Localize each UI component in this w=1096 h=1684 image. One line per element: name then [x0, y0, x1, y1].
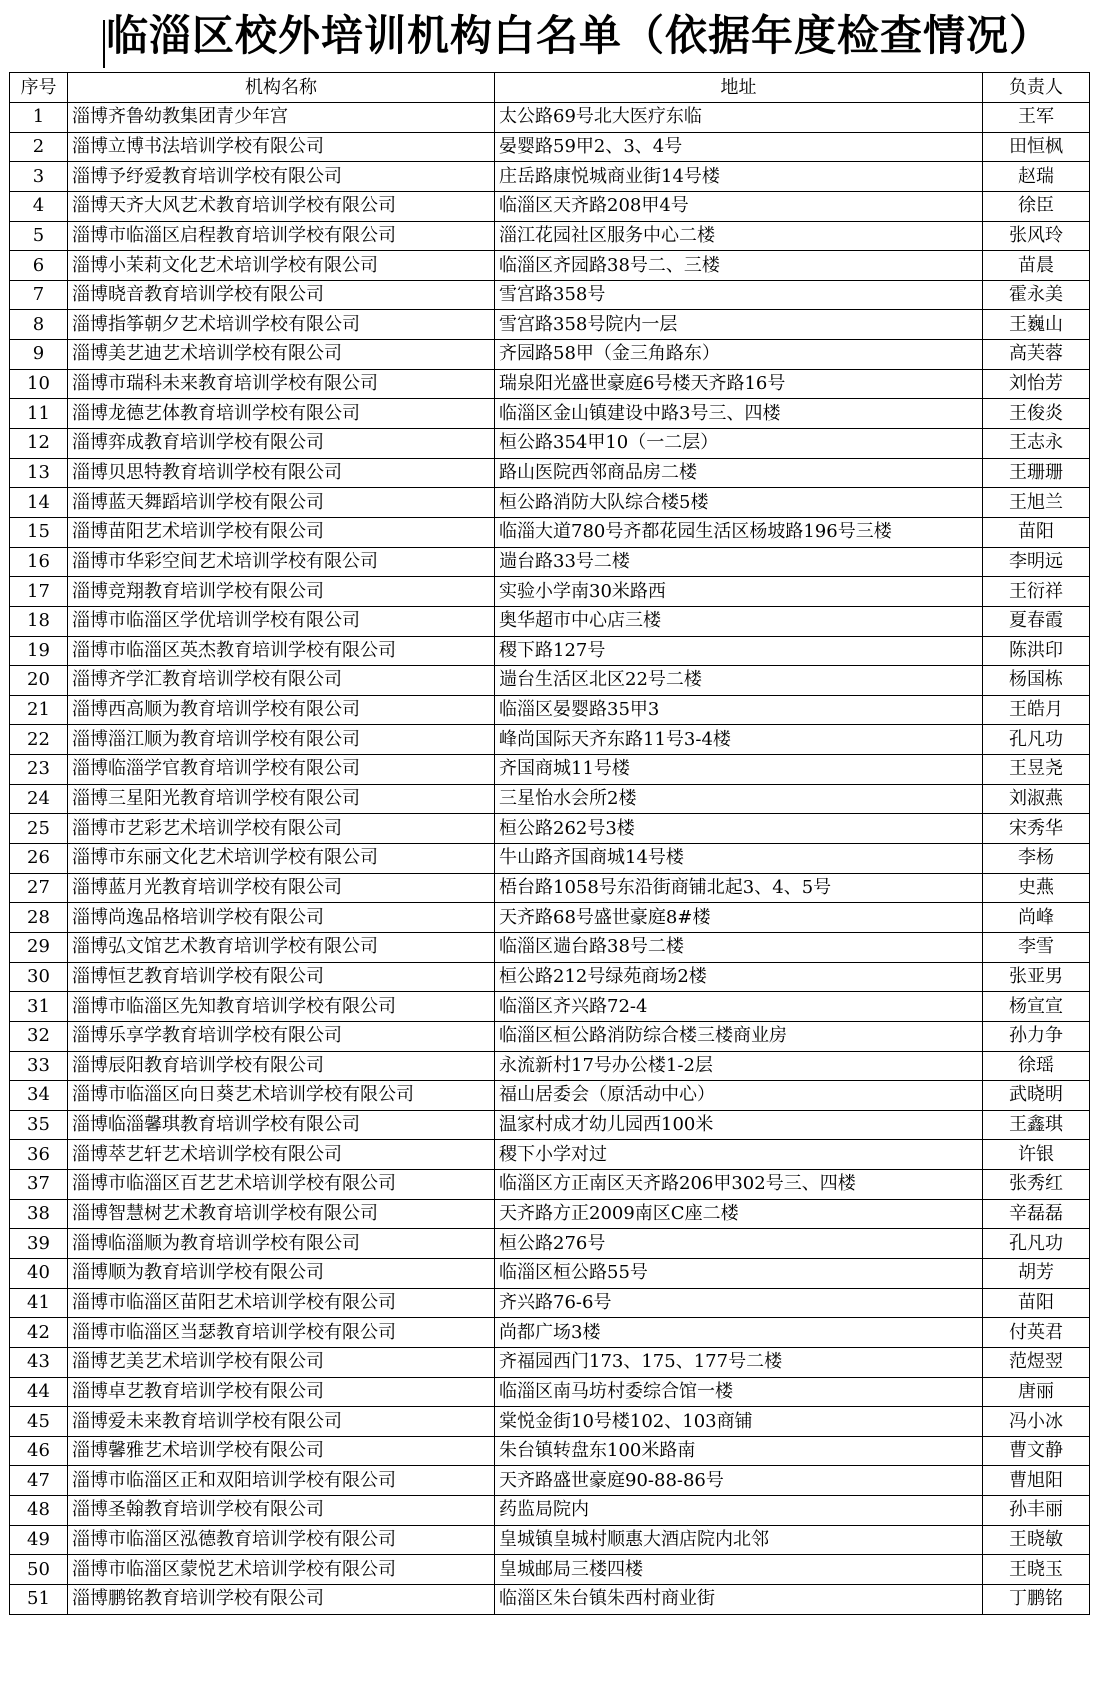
address: 雪宫路358号: [495, 280, 983, 310]
person-in-charge: 王皓月: [983, 695, 1090, 725]
person-in-charge: 冯小冰: [983, 1407, 1090, 1437]
row-number: 29: [10, 932, 68, 962]
person-in-charge: 孔凡功: [983, 1229, 1090, 1259]
table-row: [10, 1051, 1090, 1081]
table-row: [10, 517, 1090, 547]
person-in-charge: 李明远: [983, 547, 1090, 577]
institution-name: 淄博卓艺教育培训学校有限公司: [68, 1377, 495, 1407]
row-number: 7: [10, 280, 68, 310]
address: 三星怡水会所2楼: [495, 784, 983, 814]
institution-name: 淄博天齐大风艺术教育培训学校有限公司: [68, 191, 495, 221]
row-number: 25: [10, 814, 68, 844]
row-number: 50: [10, 1555, 68, 1585]
address: 临淄区方正南区天齐路206甲302号三、四楼: [495, 1170, 983, 1200]
person-in-charge: 霍永美: [983, 280, 1090, 310]
address: 棠悦金街10号楼102、103商铺: [495, 1407, 983, 1437]
person-in-charge: 孙力争: [983, 1021, 1090, 1051]
person-in-charge: 孙丰丽: [983, 1496, 1090, 1526]
row-number: 20: [10, 666, 68, 696]
row-number: 26: [10, 844, 68, 874]
row-number: 33: [10, 1051, 68, 1081]
row-number: 24: [10, 784, 68, 814]
table-row: [10, 932, 1090, 962]
address: 临淄区晏婴路35甲3: [495, 695, 983, 725]
row-number: 22: [10, 725, 68, 755]
table-row: [10, 1347, 1090, 1377]
row-number: 41: [10, 1288, 68, 1318]
institution-name: 淄博贝思特教育培训学校有限公司: [68, 458, 495, 488]
person-in-charge: 尚峰: [983, 903, 1090, 933]
row-number: 3: [10, 162, 68, 192]
address: 天齐路方正2009南区C座二楼: [495, 1199, 983, 1229]
institution-name: 淄博馨雅艺术培训学校有限公司: [68, 1436, 495, 1466]
person-in-charge: 苗阳: [983, 1288, 1090, 1318]
address: 稷下小学对过: [495, 1140, 983, 1170]
row-number: 28: [10, 903, 68, 933]
row-number: 48: [10, 1496, 68, 1526]
person-in-charge: 赵瑞: [983, 162, 1090, 192]
institution-name: 淄博临淄馨琪教育培训学校有限公司: [68, 1110, 495, 1140]
institution-name: 淄博市临淄区泓德教育培训学校有限公司: [68, 1525, 495, 1555]
institution-name: 淄博市临淄区当瑟教育培训学校有限公司: [68, 1318, 495, 1348]
address: 瑞泉阳光盛世豪庭6号楼天齐路16号: [495, 369, 983, 399]
institution-name: 淄博西高顺为教育培训学校有限公司: [68, 695, 495, 725]
institution-name: 淄博市临淄区学优培训学校有限公司: [68, 606, 495, 636]
institution-name: 淄博龙德艺体教育培训学校有限公司: [68, 399, 495, 429]
table-row: [10, 992, 1090, 1022]
person-in-charge: 高芙蓉: [983, 340, 1090, 370]
table-row: [10, 1466, 1090, 1496]
table-row: [10, 547, 1090, 577]
table-row: [10, 755, 1090, 785]
person-in-charge: 夏春霞: [983, 606, 1090, 636]
institution-name: 淄博艺美艺术培训学校有限公司: [68, 1347, 495, 1377]
table-row: [10, 695, 1090, 725]
table-row: [10, 369, 1090, 399]
institution-name: 淄博指筝朝夕艺术培训学校有限公司: [68, 310, 495, 340]
person-in-charge: 王晓敏: [983, 1525, 1090, 1555]
table-body: [10, 103, 1090, 1615]
address: 桓公路276号: [495, 1229, 983, 1259]
address: 路山医院西邻商品房二楼: [495, 458, 983, 488]
person-in-charge: 杨国栋: [983, 666, 1090, 696]
row-number: 23: [10, 755, 68, 785]
table-row: [10, 1288, 1090, 1318]
row-number: 51: [10, 1585, 68, 1615]
row-number: 11: [10, 399, 68, 429]
table-row: [10, 962, 1090, 992]
address: 晏婴路59甲2、3、4号: [495, 132, 983, 162]
table-row: [10, 577, 1090, 607]
address: 遄台生活区北区22号二楼: [495, 666, 983, 696]
row-number: 30: [10, 962, 68, 992]
address: 齐园路58甲（金三角路东）: [495, 340, 983, 370]
row-number: 32: [10, 1021, 68, 1051]
address: 临淄区南马坊村委综合馆一楼: [495, 1377, 983, 1407]
address: 庄岳路康悦城商业街14号楼: [495, 162, 983, 192]
address: 朱台镇转盘东100米路南: [495, 1436, 983, 1466]
table-row: [10, 458, 1090, 488]
table-row: [10, 844, 1090, 874]
institution-name: 淄博临淄学官教育培训学校有限公司: [68, 755, 495, 785]
table-row: [10, 1436, 1090, 1466]
address: 福山居委会（原活动中心）: [495, 1081, 983, 1111]
person-in-charge: 王旭兰: [983, 488, 1090, 518]
address: 临淄大道780号齐都花园生活区杨坡路196号三楼: [495, 517, 983, 547]
person-in-charge: 武晓明: [983, 1081, 1090, 1111]
address: 临淄区天齐路208甲4号: [495, 191, 983, 221]
institution-name: 淄博竞翔教育培训学校有限公司: [68, 577, 495, 607]
page-title: 临淄区校外培训机构白名单（依据年度检查情况）: [106, 11, 1053, 60]
row-number: 8: [10, 310, 68, 340]
person-in-charge: 张亚男: [983, 962, 1090, 992]
row-number: 18: [10, 606, 68, 636]
table-row: [10, 1585, 1090, 1615]
row-number: 10: [10, 369, 68, 399]
row-number: 4: [10, 191, 68, 221]
table-row: [10, 191, 1090, 221]
header-num: 序号: [10, 73, 68, 103]
row-number: 6: [10, 251, 68, 281]
row-number: 44: [10, 1377, 68, 1407]
institution-name: 淄博小茉莉文化艺术培训学校有限公司: [68, 251, 495, 281]
table-row: [10, 1110, 1090, 1140]
person-in-charge: 刘淑燕: [983, 784, 1090, 814]
institution-name: 淄博三星阳光教育培训学校有限公司: [68, 784, 495, 814]
institution-name: 淄博市瑞科未来教育培训学校有限公司: [68, 369, 495, 399]
person-in-charge: 王巍山: [983, 310, 1090, 340]
row-number: 35: [10, 1110, 68, 1140]
person-in-charge: 曹文静: [983, 1436, 1090, 1466]
person-in-charge: 孔凡功: [983, 725, 1090, 755]
table-row: [10, 1021, 1090, 1051]
table-row: [10, 280, 1090, 310]
address: 温家村成才幼儿园西100米: [495, 1110, 983, 1140]
table-row: [10, 1525, 1090, 1555]
institution-name: 淄博鹏铭教育培训学校有限公司: [68, 1585, 495, 1615]
row-number: 16: [10, 547, 68, 577]
address: 齐福园西门173、175、177号二楼: [495, 1347, 983, 1377]
person-in-charge: 付英君: [983, 1318, 1090, 1348]
table-row: [10, 1318, 1090, 1348]
table-row: [10, 429, 1090, 459]
row-number: 13: [10, 458, 68, 488]
table-row: [10, 1407, 1090, 1437]
person-in-charge: 田恒枫: [983, 132, 1090, 162]
person-in-charge: 王志永: [983, 429, 1090, 459]
row-number: 49: [10, 1525, 68, 1555]
table-row: [10, 606, 1090, 636]
address: 实验小学南30米路西: [495, 577, 983, 607]
address: 桓公路消防大队综合楼5楼: [495, 488, 983, 518]
row-number: 47: [10, 1466, 68, 1496]
address: 齐兴路76-6号: [495, 1288, 983, 1318]
address: 临淄区金山镇建设中路3号三、四楼: [495, 399, 983, 429]
institution-name: 淄博苗阳艺术培训学校有限公司: [68, 517, 495, 547]
person-in-charge: 王昱尧: [983, 755, 1090, 785]
person-in-charge: 苗晨: [983, 251, 1090, 281]
institution-name: 淄博萃艺轩艺术培训学校有限公司: [68, 1140, 495, 1170]
address: 峰尚国际天齐东路11号3-4楼: [495, 725, 983, 755]
institution-table: [9, 72, 1090, 1615]
institution-name: 淄博蓝月光教育培训学校有限公司: [68, 873, 495, 903]
title-area: [0, 0, 1096, 72]
address: 皇城邮局三楼四楼: [495, 1555, 983, 1585]
header-address: 地址: [495, 73, 983, 103]
address: 临淄区齐园路38号二、三楼: [495, 251, 983, 281]
table-header-row: [10, 73, 1090, 103]
institution-name: 淄博美艺迪艺术培训学校有限公司: [68, 340, 495, 370]
table-row: [10, 666, 1090, 696]
table-row: [10, 1140, 1090, 1170]
row-number: 15: [10, 517, 68, 547]
row-number: 31: [10, 992, 68, 1022]
address: 遄台路33号二楼: [495, 547, 983, 577]
row-number: 19: [10, 636, 68, 666]
table-row: [10, 1199, 1090, 1229]
row-number: 17: [10, 577, 68, 607]
row-number: 46: [10, 1436, 68, 1466]
institution-name: 淄博圣翰教育培训学校有限公司: [68, 1496, 495, 1526]
address: 桓公路262号3楼: [495, 814, 983, 844]
address: 皇城镇皇城村顺惠大酒店院内北邻: [495, 1525, 983, 1555]
address: 桓公路212号绿苑商场2楼: [495, 962, 983, 992]
address: 奥华超市中心店三楼: [495, 606, 983, 636]
person-in-charge: 曹旭阳: [983, 1466, 1090, 1496]
person-in-charge: 史燕: [983, 873, 1090, 903]
person-in-charge: 胡芳: [983, 1258, 1090, 1288]
table-row: [10, 636, 1090, 666]
table-row: [10, 103, 1090, 133]
institution-name: 淄博智慧树艺术教育培训学校有限公司: [68, 1199, 495, 1229]
institution-name: 淄博市临淄区向日葵艺术培训学校有限公司: [68, 1081, 495, 1111]
title-divider: [103, 20, 105, 68]
row-number: 2: [10, 132, 68, 162]
institution-name: 淄博市临淄区百艺艺术培训学校有限公司: [68, 1170, 495, 1200]
institution-name: 淄博市艺彩艺术培训学校有限公司: [68, 814, 495, 844]
institution-name: 淄博恒艺教育培训学校有限公司: [68, 962, 495, 992]
table-row: [10, 132, 1090, 162]
institution-name: 淄博蓝天舞蹈培训学校有限公司: [68, 488, 495, 518]
person-in-charge: 唐丽: [983, 1377, 1090, 1407]
table-row: [10, 399, 1090, 429]
institution-name: 淄博市临淄区正和双阳培训学校有限公司: [68, 1466, 495, 1496]
table-row: [10, 221, 1090, 251]
person-in-charge: 徐瑶: [983, 1051, 1090, 1081]
institution-name: 淄博市临淄区蒙悦艺术培训学校有限公司: [68, 1555, 495, 1585]
address: 稷下路127号: [495, 636, 983, 666]
institution-name: 淄博市临淄区启程教育培训学校有限公司: [68, 221, 495, 251]
institution-name: 淄博市东丽文化艺术培训学校有限公司: [68, 844, 495, 874]
row-number: 21: [10, 695, 68, 725]
person-in-charge: 王衍祥: [983, 577, 1090, 607]
table-row: [10, 251, 1090, 281]
table-row: [10, 903, 1090, 933]
address: 临淄区朱台镇朱西村商业街: [495, 1585, 983, 1615]
institution-name: 淄博予纾爱教育培训学校有限公司: [68, 162, 495, 192]
institution-name: 淄博辰阳教育培训学校有限公司: [68, 1051, 495, 1081]
person-in-charge: 王珊珊: [983, 458, 1090, 488]
person-in-charge: 刘怡芳: [983, 369, 1090, 399]
institution-name: 淄博乐享学教育培训学校有限公司: [68, 1021, 495, 1051]
person-in-charge: 王军: [983, 103, 1090, 133]
row-number: 36: [10, 1140, 68, 1170]
address: 临淄区桓公路55号: [495, 1258, 983, 1288]
table-row: [10, 340, 1090, 370]
institution-name: 淄博尚逸品格培训学校有限公司: [68, 903, 495, 933]
row-number: 43: [10, 1347, 68, 1377]
institution-name: 淄博市临淄区先知教育培训学校有限公司: [68, 992, 495, 1022]
address: 齐国商城11号楼: [495, 755, 983, 785]
address: 天齐路盛世豪庭90-88-86号: [495, 1466, 983, 1496]
address: 临淄区齐兴路72-4: [495, 992, 983, 1022]
address: 雪宫路358号院内一层: [495, 310, 983, 340]
person-in-charge: 苗阳: [983, 517, 1090, 547]
institution-name: 淄博市临淄区英杰教育培训学校有限公司: [68, 636, 495, 666]
person-in-charge: 王鑫琪: [983, 1110, 1090, 1140]
table-row: [10, 1258, 1090, 1288]
institution-name: 淄博晓音教育培训学校有限公司: [68, 280, 495, 310]
institution-name: 淄博顺为教育培训学校有限公司: [68, 1258, 495, 1288]
institution-name: 淄博弘文馆艺术教育培训学校有限公司: [68, 932, 495, 962]
row-number: 34: [10, 1081, 68, 1111]
address: 天齐路68号盛世豪庭8#楼: [495, 903, 983, 933]
header-name: 机构名称: [68, 73, 495, 103]
institution-name: 淄博立博书法培训学校有限公司: [68, 132, 495, 162]
institution-name: 淄博弈成教育培训学校有限公司: [68, 429, 495, 459]
row-number: 12: [10, 429, 68, 459]
table-row: [10, 1170, 1090, 1200]
table-row: [10, 310, 1090, 340]
institution-name: 淄博齐学汇教育培训学校有限公司: [68, 666, 495, 696]
address: 临淄区桓公路消防综合楼三楼商业房: [495, 1021, 983, 1051]
person-in-charge: 李杨: [983, 844, 1090, 874]
person-in-charge: 杨宣宣: [983, 992, 1090, 1022]
row-number: 45: [10, 1407, 68, 1437]
person-in-charge: 王晓玉: [983, 1555, 1090, 1585]
institution-name: 淄博市华彩空间艺术培训学校有限公司: [68, 547, 495, 577]
table-row: [10, 488, 1090, 518]
person-in-charge: 辛磊磊: [983, 1199, 1090, 1229]
row-number: 14: [10, 488, 68, 518]
address: 梧台路1058号东沿街商铺北起3、4、5号: [495, 873, 983, 903]
address: 尚都广场3楼: [495, 1318, 983, 1348]
table-row: [10, 784, 1090, 814]
address: 临淄区遄台路38号二楼: [495, 932, 983, 962]
address: 药监局院内: [495, 1496, 983, 1526]
person-in-charge: 张秀红: [983, 1170, 1090, 1200]
row-number: 1: [10, 103, 68, 133]
row-number: 37: [10, 1170, 68, 1200]
row-number: 38: [10, 1199, 68, 1229]
institution-name: 淄博市临淄区苗阳艺术培训学校有限公司: [68, 1288, 495, 1318]
row-number: 40: [10, 1258, 68, 1288]
row-number: 42: [10, 1318, 68, 1348]
table-row: [10, 1377, 1090, 1407]
table-row: [10, 725, 1090, 755]
person-in-charge: 范煜翌: [983, 1347, 1090, 1377]
row-number: 9: [10, 340, 68, 370]
address: 桓公路354甲10（一二层）: [495, 429, 983, 459]
table-row: [10, 1555, 1090, 1585]
row-number: 5: [10, 221, 68, 251]
person-in-charge: 王俊炎: [983, 399, 1090, 429]
table-row: [10, 1081, 1090, 1111]
institution-name: 淄博爱未来教育培训学校有限公司: [68, 1407, 495, 1437]
institution-name: 淄博淄江顺为教育培训学校有限公司: [68, 725, 495, 755]
person-in-charge: 张风玲: [983, 221, 1090, 251]
row-number: 39: [10, 1229, 68, 1259]
person-in-charge: 陈洪印: [983, 636, 1090, 666]
header-person: 负责人: [983, 73, 1090, 103]
address: 淄江花园社区服务中心二楼: [495, 221, 983, 251]
person-in-charge: 宋秀华: [983, 814, 1090, 844]
table-row: [10, 1229, 1090, 1259]
institution-name: 淄博临淄顺为教育培训学校有限公司: [68, 1229, 495, 1259]
person-in-charge: 徐臣: [983, 191, 1090, 221]
table-row: [10, 1496, 1090, 1526]
person-in-charge: 许银: [983, 1140, 1090, 1170]
address: 牛山路齐国商城14号楼: [495, 844, 983, 874]
address: 太公路69号北大医疗东临: [495, 103, 983, 133]
address: 永流新村17号办公楼1-2层: [495, 1051, 983, 1081]
table-row: [10, 162, 1090, 192]
person-in-charge: 丁鹏铭: [983, 1585, 1090, 1615]
table-row: [10, 873, 1090, 903]
institution-name: 淄博齐鲁幼教集团青少年宫: [68, 103, 495, 133]
table-row: [10, 814, 1090, 844]
row-number: 27: [10, 873, 68, 903]
person-in-charge: 李雪: [983, 932, 1090, 962]
